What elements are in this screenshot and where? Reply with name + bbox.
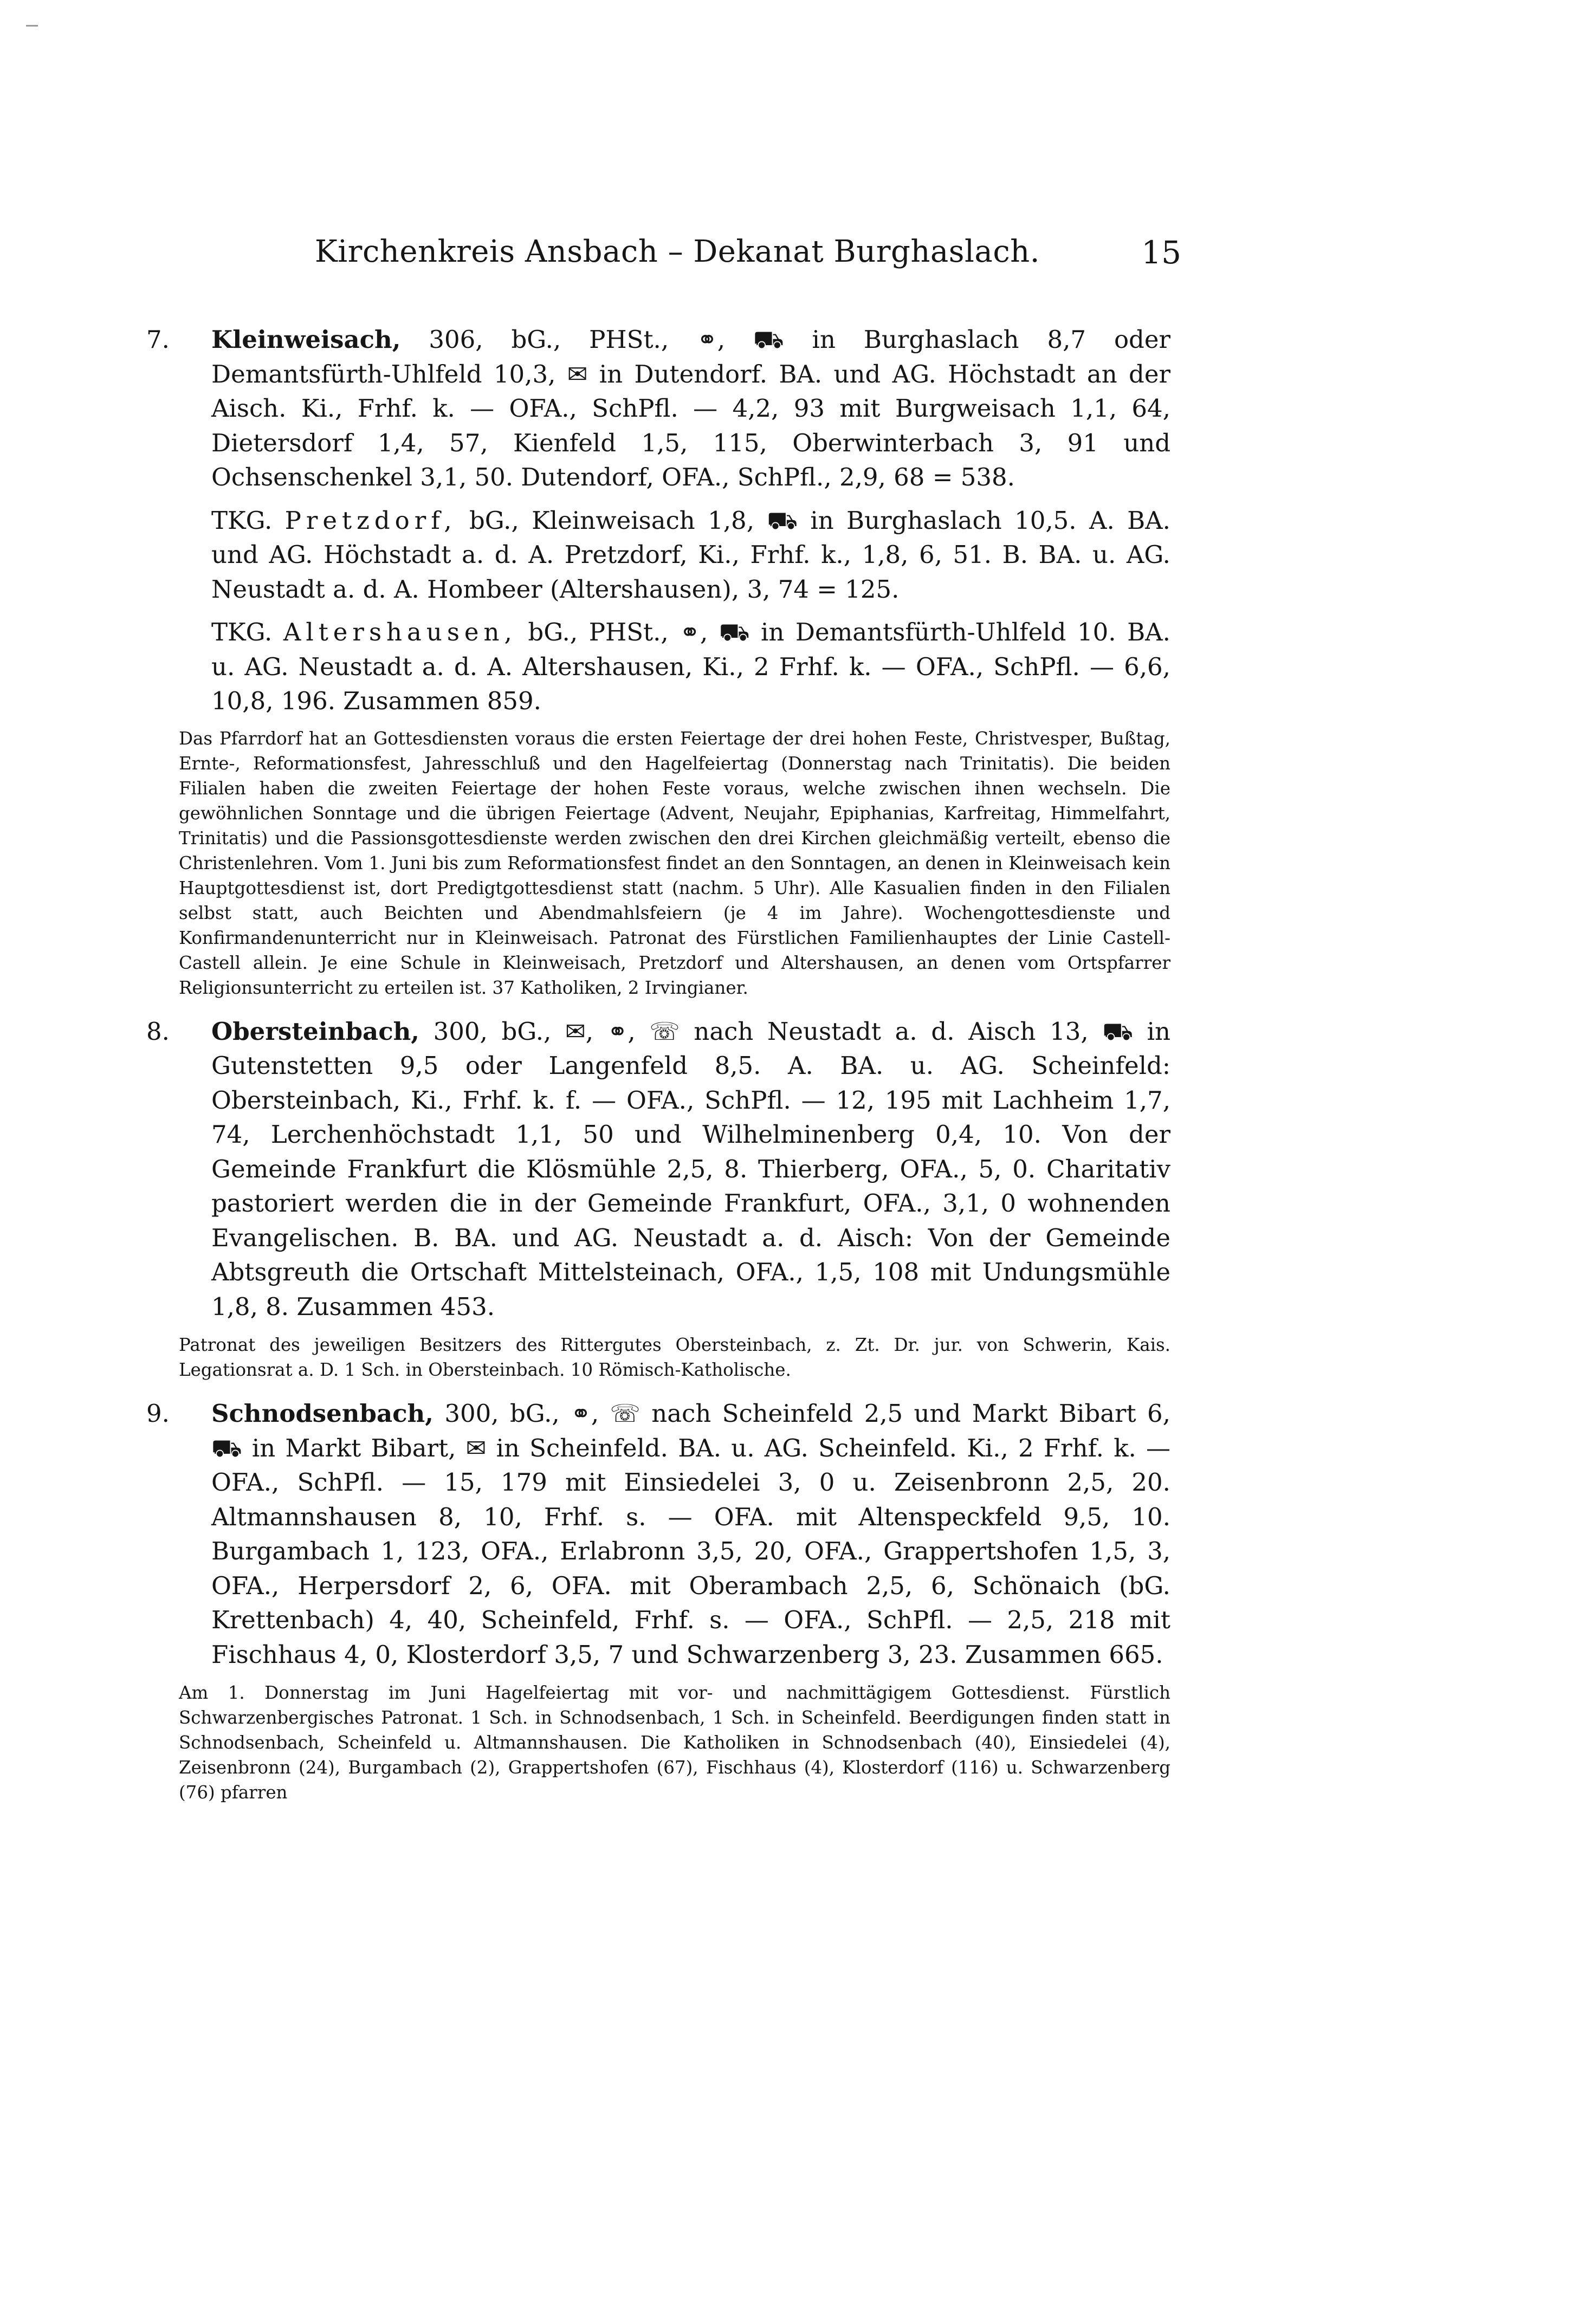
page-number: 15 xyxy=(1141,234,1181,271)
sub-parish-text: bG., Kleinweisach 1,8, ⛟ in Burghaslach 10,5. A. BA. und AG. Höchstadt a. d. A. Pretzdorf, Ki., Frhf. k., 1,8, 6, 51. B. BA. u. AG. Neustadt a. d. A. Hombeer (Altershausen), 3, 74 = 125. xyxy=(211,506,1170,604)
text-body xyxy=(146,322,1170,1805)
entry-number: 7. xyxy=(146,325,170,354)
sub-parish-name: Pretzdorf, xyxy=(284,506,457,535)
entry-note: Das Pfarrdorf hat an Gottesdiensten voraus die ersten Feiertage der drei hohen Feste, Christvesper, Bußtag, Ernte-, Reformationsfest, Jahresschluß und den Hagelfeiertag (Donnerstag nach Trinitatis). Die beiden Filialen haben die zweiten Feiertage der hohen Feste voraus, welche zwischen ihnen wechseln. Die gewöhnlichen Sonntage und die übrigen Feiertage (Advent, Neujahr, Epiphanias, Karfreitag, Himmelfahrt, Trinitatis) und die Passionsgottesdienste werden zwischen den drei Kirchen gleichmäßig verteilt, ebenso die Christenlehren. Vom 1. Juni bis zum Reformationsfest findet an den Sonntagen, an denen in Kleinweisach kein Hauptgottesdienst ist, dort Predigtgottesdienst statt (nachm. 5 Uhr). Alle Kasualien finden in den Filialen selbst statt, auch Beichten und Abendmahlsfeiern (je 4 im Jahre). Wochengottesdienste und Konfirmandenunterricht nur in Kleinweisach. Patronat des Fürstlichen Familienhauptes der Linie Castell-Castell allein. Je eine Schule in Kleinweisach, Pretzdorf und Altershausen, an denen vom Ortspfarrer Religionsunterricht zu erteilen ist. 37 Katholiken, 2 Irvingianer. xyxy=(179,728,1170,998)
entry-text: 306, bG., PHSt., ⚭, ⛟ in Burghaslach 8,7 oder Demantsfürth-Uhlfeld 10,3, ✉ in Dutendorf. BA. und AG. Höchstadt an der Aisch. Ki., Frhf. k. — OFA., SchPfl. — 4,2, 93 mit Burgweisach 1,1, 64, Dietersdorf 1,4, 57, Kienfeld 1,5, 115, Oberwinterbach 3, 91 und Ochsenschenkel 3,1, 50. Dutendorf, OFA., SchPfl., 2,9, 68 = 538. xyxy=(211,325,1170,491)
entry-text: 300, bG., ✉, ⚭, ☏ nach Neustadt a. d. Aisch 13, ⛟ in Gutenstetten 9,5 oder Langenfeld 8,5. A. BA. u. AG. Scheinfeld: Obersteinbach, Ki., Frhf. k. f. — OFA., SchPfl. — 12, 195 mit Lachheim 1,7, 74, Lerchenhöchstadt 1,1, 50 und Wilhelminenberg 0,4, 10. Von der Gemeinde Frankfurt die Klösmühle 2,5, 8. Thierberg, OFA., 5, 0. Charitativ pastoriert werden die in der Gemeinde Frankfurt, OFA., 3,1, 0 wohnenden Evangelischen. B. BA. und AG. Neustadt a. d. Aisch: Von der Gemeinde Abtsgreuth die Ortschaft Mittelsteinach, OFA., 1,5, 108 mit Undungsmühle 1,8, 8. Zusammen 453. xyxy=(211,1017,1170,1321)
entry-text: 300, bG., ⚭, ☏ nach Scheinfeld 2,5 und Markt Bibart 6, ⛟ in Markt Bibart, ✉ in Scheinfeld. BA. u. AG. Scheinfeld. Ki., 2 Frhf. k. — OFA., SchPfl. — 15, 179 mit Einsiedelei 3, 0 u. Zeisenbronn 2,5, 20. Altmannshausen 8, 10, Frhf. s. — OFA. mit Altenspeckfeld 9,5, 10. Burgambach 1, 123, OFA., Erlabronn 3,5, 20, OFA., Grappertshofen 1,5, 3, OFA., Herpersdorf 2, 6, OFA. mit Oberambach 2,5, 6, Schönaich (bG. Krettenbach) 4, 40, Scheinfeld, Frhf. s. — OFA., SchPfl. — 2,5, 218 mit Fischhaus 4, 0, Klosterdorf 3,5, 7 und Schwarzenberg 3, 23. Zusammen 665. xyxy=(211,1399,1170,1669)
sub-parish xyxy=(179,503,1170,607)
entry-number: 8. xyxy=(146,1017,170,1046)
parish-name: Obersteinbach, xyxy=(211,1017,419,1046)
sub-parish-name: Altershausen, xyxy=(283,618,517,646)
parish-entry xyxy=(146,1014,1170,1324)
entry-note: Am 1. Donnerstag im Juni Hagelfeiertag mit vor- und nachmittägigem Gottesdienst. Fürstlich Schwarzenbergisches Patronat. 1 Sch. in Schnodsenbach, 1 Sch. in Scheinfeld. Beerdigungen finden statt in Schnodsenbach, Scheinfeld u. Altmannshausen. Die Katholiken in Schnodsenbach (40), Einsiedelei (4), Zeisenbronn (24), Burgambach (2), Grappertshofen (67), Fischhaus (4), Klosterdorf (116) u. Schwarzenberg (76) pfarren xyxy=(179,1682,1170,1803)
sub-parish-lead: TKG. xyxy=(211,618,273,646)
entry-number: 9. xyxy=(146,1399,170,1428)
sub-parish-text: bG., PHSt., ⚭, ⛟ in Demantsfürth-Uhlfeld 10. BA. u. AG. Neustadt a. d. A. Altershausen, Ki., 2 Frhf. k. — OFA., SchPfl. — 6,6, 10,8, 196. Zusammen 859. xyxy=(211,618,1170,715)
parish-name: Kleinweisach, xyxy=(211,325,401,354)
page-title: Kirchenkreis Ansbach – Dekanat Burghaslach. xyxy=(314,234,1040,269)
scan-mark xyxy=(26,25,38,27)
running-head xyxy=(293,234,1181,283)
parish-entry xyxy=(146,322,1170,495)
entry-note: Patronat des jeweiligen Besitzers des Rittergutes Obersteinbach, z. Zt. Dr. jur. von Schwerin, Kais. Legationsrat a. D. 1 Sch. in Obersteinbach. 10 Römisch-Katholische. xyxy=(179,1335,1170,1380)
sub-parish xyxy=(179,615,1170,718)
parish-entry xyxy=(146,1396,1170,1672)
parish-name: Schnodsenbach, xyxy=(211,1399,434,1428)
sub-parish-lead: TKG. xyxy=(211,506,273,535)
